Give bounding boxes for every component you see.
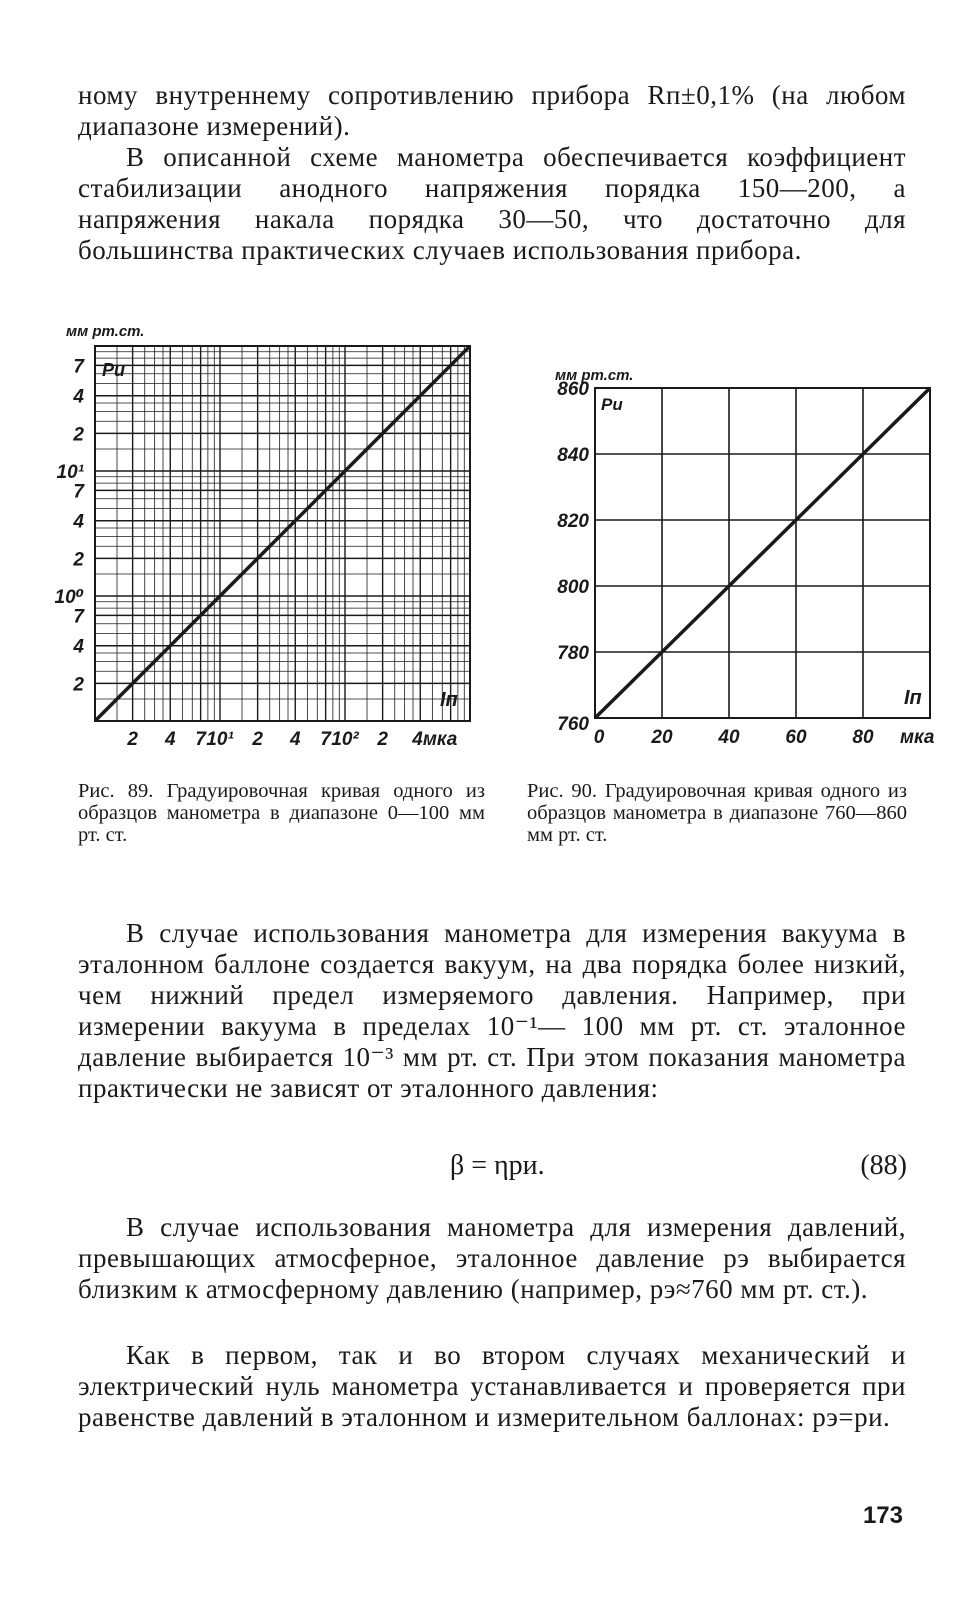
- fig89-ytick-label: 7: [73, 356, 84, 378]
- fig89-ytick-label: 4: [73, 386, 84, 408]
- equation: β = ηpи.: [450, 1150, 545, 1181]
- fig89-calibration-line: [95, 346, 470, 721]
- fig89-ytick-label: 2: [73, 424, 84, 446]
- fig90-calibration-line: [595, 388, 930, 718]
- fig89-ytick-label: 7: [73, 481, 84, 503]
- fig89-ytick-label: 10⁰: [54, 587, 84, 608]
- fig89-ytick-label: 10¹: [56, 462, 84, 483]
- fig89-xtick-label: 4: [289, 729, 301, 750]
- fig90-ytick-label: 760: [557, 714, 589, 735]
- fig90-caption: Рис. 90. Градуировочная кривая одного из образцов манометра в диапазоне 760—860 мм рт. ст.: [527, 780, 907, 846]
- fig90-xlabel: Iп: [904, 687, 922, 709]
- fig89-xtick-label: 7: [195, 729, 206, 750]
- fig89-xlabel: Iп: [440, 689, 458, 711]
- figure-89-chart: [55, 323, 470, 750]
- fig89-ytick-label: 2: [73, 674, 84, 696]
- fig89-ytick-label: 4: [73, 636, 84, 658]
- fig89-xtick-label: 2: [127, 729, 138, 750]
- fig89-caption: Рис. 89. Градуировочная кривая одного из образцов манометра в диапазоне 0—100 мм рт. ст.: [78, 780, 485, 846]
- fig89-xtick-label: 4мка: [412, 729, 458, 750]
- fig90-xtick-label: 60: [785, 727, 807, 748]
- fig89-xtick-label: 10¹: [206, 729, 234, 750]
- equation-number: (88): [860, 1150, 907, 1181]
- fig89-ytick-label: 7: [73, 606, 84, 628]
- paragraph-2: В описанной схеме манометра обеспечивается коэффициент стабилизации анодного напряжения порядка 150—200, а напряжения накала порядка 30—50, что достаточно для большинства практических случаев использования прибора.: [78, 142, 906, 265]
- fig90-ytick-label: 860: [557, 379, 589, 400]
- paragraph-1: ному внутреннему сопротивлению прибора Rп±0,1% (на любом диапазоне измерений).: [78, 80, 906, 141]
- fig90-xtick-label: 80: [852, 727, 874, 748]
- fig89-ylabel: мм рт.ст.: [66, 323, 145, 340]
- fig89-xtick-label: 4: [164, 729, 176, 750]
- fig90-ytick-label: 820: [557, 511, 589, 532]
- fig90-pi-label: Pи: [601, 395, 623, 414]
- paragraph-5: Как в первом, так и во втором случаях механический и электрический нуль манометра устанавливается и проверяется при равенстве давлений в эталонном и измерительном баллонах: pэ=pи.: [78, 1340, 906, 1432]
- fig90-xtick-label: 0: [593, 727, 605, 748]
- fig89-pi-label: Pи: [102, 360, 126, 380]
- fig90-xtick-label: мка: [900, 727, 935, 748]
- fig90-ylabel: мм рт.ст.: [555, 367, 634, 384]
- page-number: 173: [862, 1502, 903, 1529]
- fig90-ytick-label: 800: [557, 577, 589, 598]
- fig90-ytick-label: 840: [557, 445, 589, 466]
- fig90-xtick-label: 20: [651, 727, 673, 748]
- fig89-xtick-label: 2: [377, 729, 388, 750]
- fig89-xtick-label: 2: [252, 729, 263, 750]
- fig90-ytick-label: 780: [557, 643, 589, 664]
- paragraph-4: В случае использования манометра для измерения давлений, превышающих атмосферное, эталонное давление pэ выбирается близким к атмосферному давлению (например, pэ≈760 мм рт. ст.).: [78, 1212, 906, 1304]
- figure-90-chart: [555, 367, 935, 748]
- fig90-xtick-label: 40: [718, 727, 740, 748]
- paragraph-3: В случае использования манометра для измерения вакуума в эталонном баллоне создается вакуум, на два порядка более низкий, чем нижний предел измеряемого давления. Например, при измерении вакуума в пределах 10⁻¹— 100 мм рт. ст. эталонное давление выбирается 10⁻³ мм рт. ст. При этом показания манометра практически не зависят от эталонного давления:: [78, 918, 906, 1103]
- fig89-xtick-label: 7: [320, 729, 331, 750]
- fig89-xtick-label: 10²: [331, 729, 359, 750]
- fig89-ytick-label: 2: [73, 549, 84, 571]
- fig89-ytick-label: 4: [73, 511, 84, 533]
